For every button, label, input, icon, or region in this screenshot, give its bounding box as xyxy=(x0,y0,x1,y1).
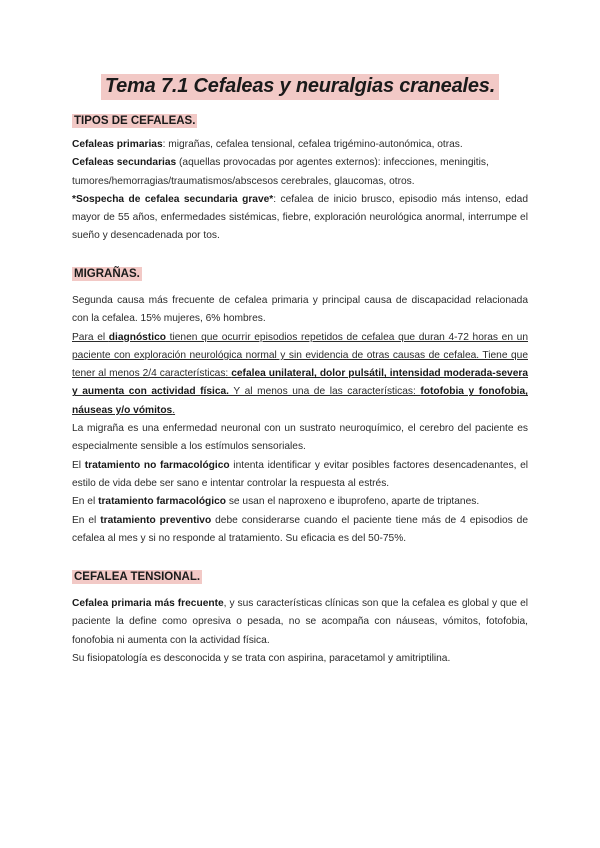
paragraph: En el tratamiento farmacológico se usan el naproxeno e ibuprofeno, aparte de triptanes. xyxy=(72,496,480,508)
section-heading-tensional: CEFALEA TENSIONAL. xyxy=(74,571,201,583)
paragraph: El tratamiento no farmacológico intenta identificar y evitar posibles factores desencadenantes, el estilo de vida debe ser sano e intentar controlar la respuesta al estrés. xyxy=(72,459,529,489)
paragraph: En el tratamiento preventivo debe considerarse cuando el paciente tiene más de 4 episodios de cefalea al mes y si no responde al tratamiento. Su eficacia es del 50-75%. xyxy=(72,514,529,544)
title-wrap xyxy=(0,74,600,100)
paragraph: La migraña es una enfermedad neuronal con un sustrato neuroquímico, el cerebro del paciente es especialmente sensible a los estímulos sensoriales. xyxy=(72,423,528,453)
page-title: Tema 7.1 Cefaleas y neuralgias craneales. xyxy=(101,74,499,100)
paragraph: Segunda causa más frecuente de cefalea primaria y principal causa de discapacidad relacionada con la cefalea. 15% mujeres, 6% hombres. xyxy=(72,295,528,325)
term: Cefaleas primarias xyxy=(72,139,163,150)
section-tensional-body xyxy=(72,595,528,668)
section-heading-tipos: TIPOS DE CEFALEAS. xyxy=(74,115,196,127)
term: Cefalea primaria más frecuente xyxy=(72,598,224,609)
paragraph: Cefaleas primarias: migrañas, cefalea tensional, cefalea trigémino-autonómica, otras. xyxy=(72,139,463,150)
section-heading-migranas: MIGRAÑAS. xyxy=(74,268,140,280)
paragraph: Su fisiopatología es desconocida y se trata con aspirina, paracetamol y amitriptilina. xyxy=(72,652,451,664)
paragraph-diagnostico: Para el diagnóstico tienen que ocurrir episodios repetidos de cefalea que duran 4-72 horas en un paciente con exploración neurológica normal y sin evidencia de otras causas de cefalea. Tiene que tener al menos 2/4 características: cefalea unilateral, dolor pulsátil, intensidad moderada-severa y aumenta con actividad física. Y al menos una de las características: fotofobia y fonofobia, náuseas y/o vómitos. xyxy=(72,331,529,416)
paragraph: Cefalea primaria más frecuente, y sus características clínicas son que la cefalea es global y que el paciente la define como opresiva o pesada, no se acompaña con náuseas, vómitos, fotofobia, fonofobia ni aumenta con la actividad física. xyxy=(72,598,528,646)
paragraph: *Sospecha de cefalea secundaria grave*: cefalea de inicio brusco, episodio más intenso, edad mayor de 55 años, enfermedades sistémicas, fiebre, exploración neurológica anormal, interrumpe el sueño y desencadenada por tos. xyxy=(72,193,529,242)
term: *Sospecha de cefalea secundaria grave* xyxy=(72,193,274,205)
paragraph: Cefaleas secundarias (aquellas provocadas por agentes externos): infecciones, meningitis, tumores/hemorragias/traumatismos/abscesos cerebrales, glaucomas, otros. xyxy=(72,157,489,187)
section-migranas-body xyxy=(72,292,528,548)
term: Cefaleas secundarias xyxy=(72,157,177,169)
section-tipos-body xyxy=(72,136,528,246)
